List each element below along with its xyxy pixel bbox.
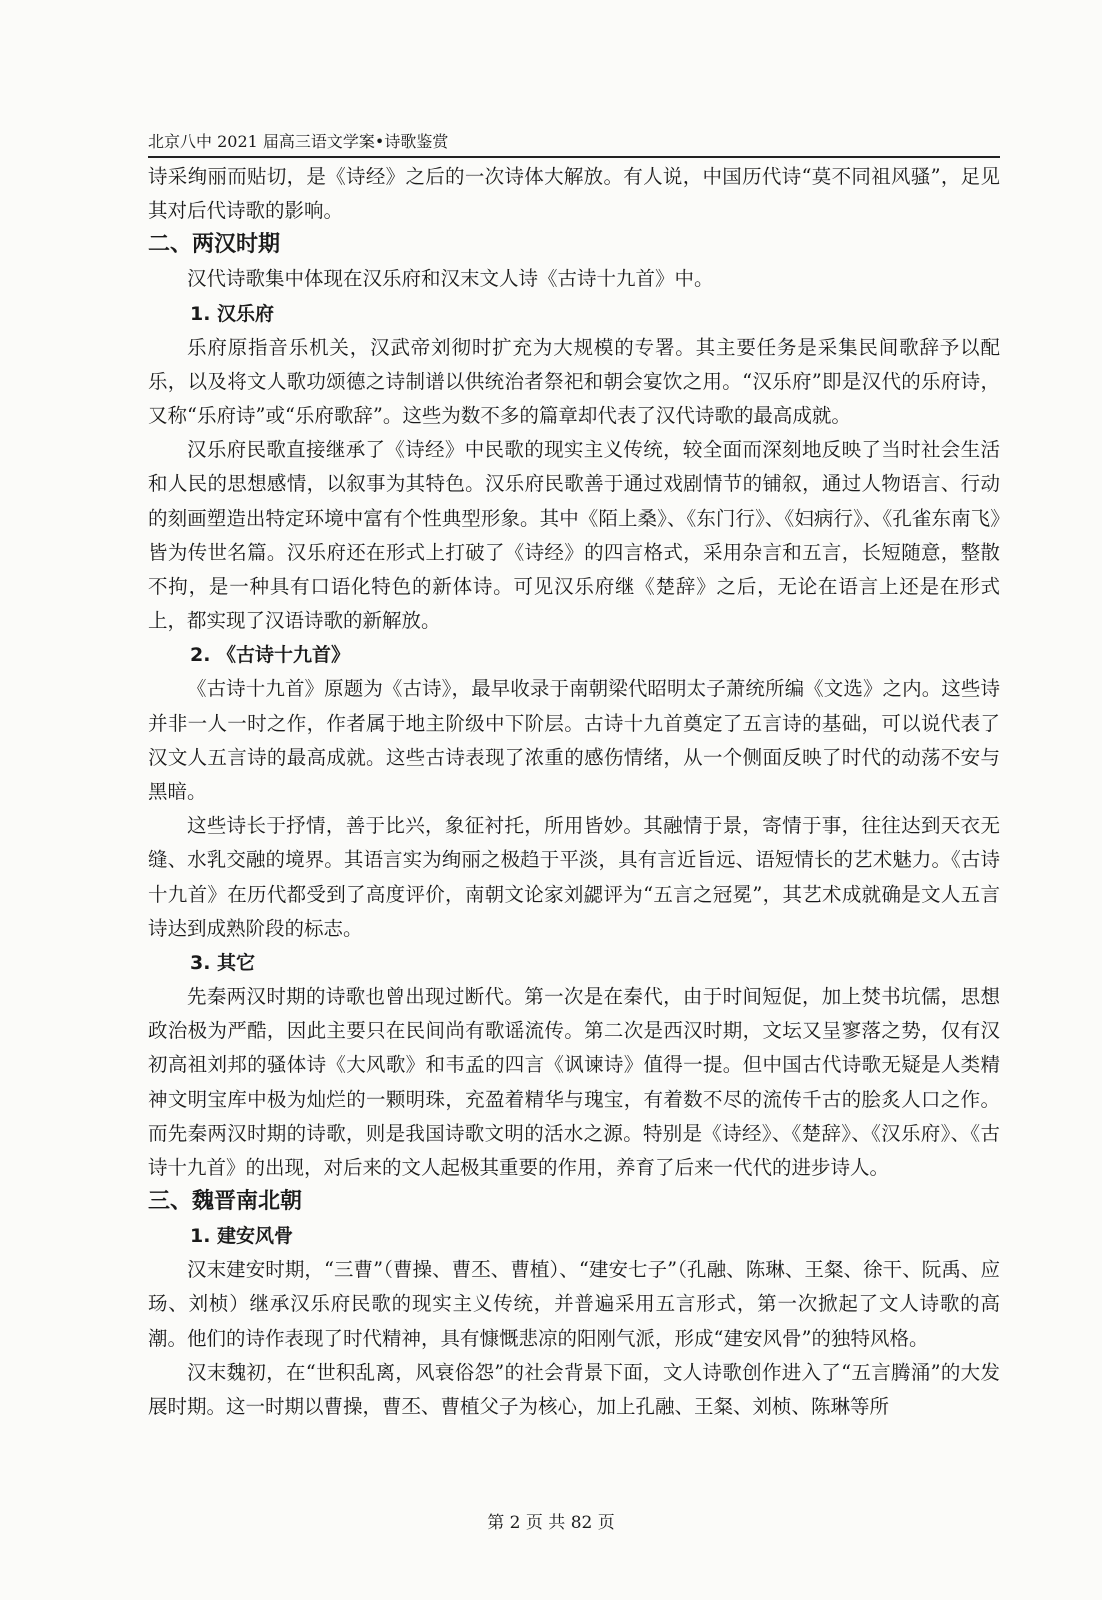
document-header: 北京八中 2021 届高三语文学案•诗歌鉴赏 [148, 132, 449, 151]
section2-sub1-paragraph: 汉乐府民歌直接继承了《诗经》中民歌的现实主义传统，较全面而深刻地反映了当时社会生活和人民的思想感情，以叙事为其特色。汉乐府民歌善于通过戏剧情节的铺叙，通过人物语言、行动的刻画塑造出特定环境中富有个性典型形象。其中《陌上桑》、《东门行》、《妇病行》、《孔雀东南飞》皆为传世名篇。汉乐府还在形式上打破了《诗经》的四言格式，采用杂言和五言，长短随意，整散不拘，是一种具有口语化特色的新体诗。可见汉乐府继《楚辞》之后，无论在语言上还是在形式上，都实现了汉语诗歌的新解放。 [148, 438, 1000, 633]
section2-sub2-title: 2. 《古诗十九首》 [190, 644, 351, 667]
section2-sub1-title: 1. 汉乐府 [190, 302, 275, 325]
section3-sub1-paragraph: 汉末魏初，在“世积乱离，风衰俗怨”的社会背景下面，文人诗歌创作进入了“五言腾涌”的大发展时期。这一时期以曹操，曹丕、曹植父子为核心，加上孔融、王粲、刘桢、陈琳等所 [148, 1360, 1000, 1419]
intro-continuation: 诗采绚丽而贴切，是《诗经》之后的一次诗体大解放。有人说，中国历代诗“莫不同祖风骚”，足见其对后代诗歌的影响。 [148, 165, 1000, 223]
header-divider [148, 156, 1000, 158]
section3-sub1-paragraph: 汉末建安时期，“三曹”（曹操、曹丕、曹植）、“建安七子”（孔融、陈琳、王粲、徐干、阮禹、应玚、刘桢）继承汉乐府民歌的现实主义传统，并普遍采用五言形式，第一次掀起了文人诗歌的高潮。他们的诗作表现了时代精神，具有慷慨悲凉的阳刚气派，形成“建安风骨”的独特风格。 [148, 1258, 1000, 1350]
document-body [148, 160, 1000, 1424]
section2-sub2-paragraph: 《古诗十九首》原题为《古诗》，最早收录于南朝梁代昭明太子萧统所编《文选》之内。这些诗并非一人一时之作，作者属于地主阶级中下阶层。古诗十九首奠定了五言诗的基础，可以说代表了汉文人五言诗的最高成就。这些古诗表现了浓重的感伤情绪，从一个侧面反映了时代的动荡不安与黑暗。 [148, 677, 1000, 804]
page-number: 第 2 页 共 82 页 [487, 1513, 615, 1533]
section2-sub1-paragraph: 乐府原指音乐机关，汉武帝刘彻时扩充为大规模的专署。其主要任务是采集民间歌辞予以配乐，以及将文人歌功颂德之诗制谱以供统治者祭祀和朝会宴饮之用。“汉乐府”即是汉代的乐府诗，又称“乐府诗”或“乐府歌辞”。这些为数不多的篇章却代表了汉代诗歌的最高成就。 [148, 335, 1000, 428]
section2-intro: 汉代诗歌集中体现在汉乐府和汉末文人诗《古诗十九首》中。 [187, 267, 714, 291]
section2-sub3-title: 3. 其它 [190, 952, 256, 975]
section3-title: 三、魏晋南北朝 [148, 1189, 303, 1215]
section2-title: 二、两汉时期 [148, 232, 281, 258]
section3-sub1-title: 1. 建安风骨 [190, 1225, 294, 1248]
section2-sub3-paragraph: 先秦两汉时期的诗歌也曾出现过断代。第一次是在秦代，由于时间短促，加上焚书坑儒，思想政治极为严酷，因此主要只在民间尚有歌谣流传。第二次是西汉时期，文坛又呈寥落之势，仅有汉初高祖刘邦的骚体诗《大风歌》和韦孟的四言《讽谏诗》值得一提。但中国古代诗歌无疑是人类精神文明宝库中极为灿烂的一颗明珠，充盈着精华与瑰宝，有着数不尽的流传千古的脍炙人口之作。而先秦两汉时期的诗歌，则是我国诗歌文明的活水之源。特别是《诗经》、《楚辞》、《汉乐府》、《古诗十九首》的出现，对后来的文人起极其重要的作用，养育了后来一代代的进步诗人。 [148, 985, 1000, 1180]
section2-sub2-paragraph: 这些诗长于抒情，善于比兴，象征衬托，所用皆妙。其融情于景，寄情于事，往往达到天衣无缝、水乳交融的境界。其语言实为绚丽之极趋于平淡，具有言近旨远、语短情长的艺术魅力。《古诗十九首》在历代都受到了高度评价，南朝文论家刘勰评为“五言之冠冕”，其艺术成就确是文人五言诗达到成熟阶段的标志。 [148, 814, 1000, 940]
